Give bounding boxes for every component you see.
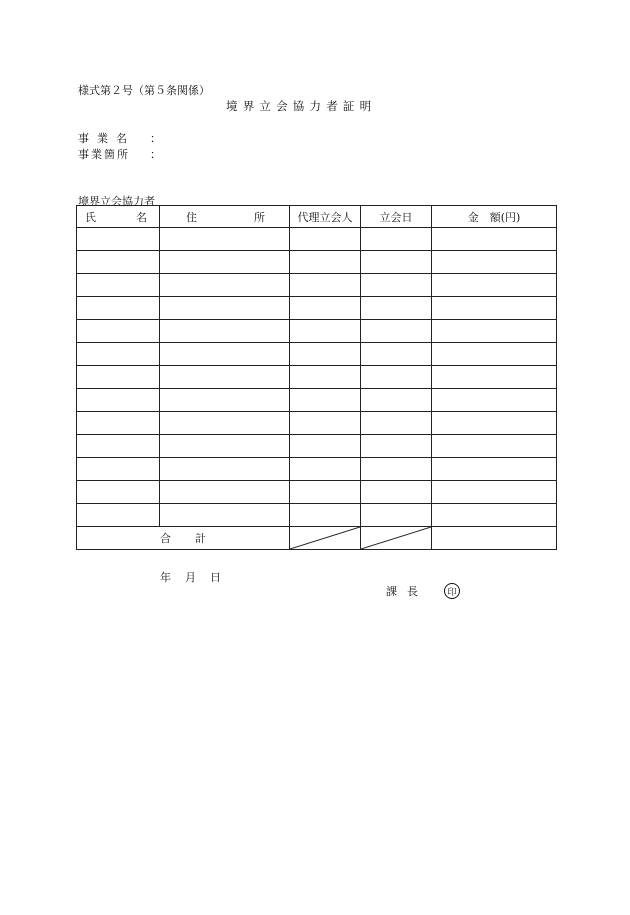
proxy-cell[interactable]	[290, 343, 361, 366]
amount-cell[interactable]	[432, 297, 557, 320]
name-cell[interactable]	[77, 297, 160, 320]
address-cell[interactable]	[160, 458, 290, 481]
address-cell[interactable]	[160, 481, 290, 504]
table-caption: 境界立会協力者	[78, 195, 155, 208]
address-cell[interactable]	[160, 366, 290, 389]
address-cell[interactable]	[160, 228, 290, 251]
address-cell[interactable]	[160, 297, 290, 320]
total-proxy-cell-struck	[290, 527, 361, 550]
total-date-cell-struck	[361, 527, 432, 550]
date-cell[interactable]	[361, 504, 432, 527]
table-row	[77, 320, 557, 343]
proxy-cell[interactable]	[290, 481, 361, 504]
date-cell[interactable]	[361, 297, 432, 320]
business-location-label: 事業箇所	[78, 148, 130, 161]
table-row	[77, 366, 557, 389]
header-name	[77, 206, 160, 228]
table-row	[77, 251, 557, 274]
date-year: 年	[160, 571, 171, 584]
table-header-row	[77, 206, 557, 228]
document-title: 境界立会協力者証明	[226, 99, 377, 113]
date-cell[interactable]	[361, 320, 432, 343]
total-label-part: 合	[160, 532, 171, 545]
chief-signature	[386, 583, 460, 599]
proxy-cell[interactable]	[290, 251, 361, 274]
diagonal-strike	[290, 527, 360, 549]
amount-cell[interactable]	[432, 366, 557, 389]
proxy-cell[interactable]	[290, 435, 361, 458]
name-cell[interactable]	[77, 274, 160, 297]
proxy-cell[interactable]	[290, 366, 361, 389]
name-cell[interactable]	[77, 412, 160, 435]
amount-cell[interactable]	[432, 251, 557, 274]
name-cell[interactable]	[77, 389, 160, 412]
table-row	[77, 435, 557, 458]
seal-icon: 印	[444, 583, 460, 599]
business-name-colon: ：	[150, 132, 161, 145]
date-cell[interactable]	[361, 389, 432, 412]
name-cell[interactable]	[77, 251, 160, 274]
address-cell[interactable]	[160, 412, 290, 435]
name-cell[interactable]	[77, 366, 160, 389]
header-address-part: 所	[254, 210, 265, 224]
amount-cell[interactable]	[432, 343, 557, 366]
proxy-cell[interactable]	[290, 320, 361, 343]
address-cell[interactable]	[160, 274, 290, 297]
address-cell[interactable]	[160, 320, 290, 343]
total-row	[77, 527, 557, 550]
diagonal-strike	[361, 527, 431, 549]
date-cell[interactable]	[361, 251, 432, 274]
date-cell[interactable]	[361, 435, 432, 458]
business-name-row	[78, 130, 161, 146]
proxy-cell[interactable]	[290, 297, 361, 320]
header-name-part: 氏	[85, 210, 96, 224]
name-cell[interactable]	[77, 504, 160, 527]
amount-cell[interactable]	[432, 458, 557, 481]
address-cell[interactable]	[160, 251, 290, 274]
amount-cell[interactable]	[432, 504, 557, 527]
date-month: 月	[185, 571, 196, 584]
date-cell[interactable]	[361, 228, 432, 251]
name-cell[interactable]	[77, 435, 160, 458]
section-chief-label: 課長	[386, 585, 428, 598]
date-day: 日	[210, 571, 221, 584]
name-cell[interactable]	[77, 343, 160, 366]
address-cell[interactable]	[160, 343, 290, 366]
name-cell[interactable]	[77, 481, 160, 504]
amount-cell[interactable]	[432, 228, 557, 251]
business-name-label: 事業名	[78, 132, 135, 145]
header-name-part: 名	[136, 210, 147, 224]
table-row	[77, 504, 557, 527]
name-cell[interactable]	[77, 320, 160, 343]
name-cell[interactable]	[77, 458, 160, 481]
header-address-part: 住	[186, 210, 197, 224]
date-cell[interactable]	[361, 274, 432, 297]
proxy-cell[interactable]	[290, 389, 361, 412]
header-address	[160, 206, 290, 228]
amount-cell[interactable]	[432, 435, 557, 458]
table-row	[77, 481, 557, 504]
name-cell[interactable]	[77, 228, 160, 251]
table-row	[77, 412, 557, 435]
date-cell[interactable]	[361, 412, 432, 435]
date-cell[interactable]	[361, 343, 432, 366]
amount-cell[interactable]	[432, 320, 557, 343]
amount-cell[interactable]	[432, 412, 557, 435]
header-attendance-date: 立会日	[361, 206, 432, 228]
proxy-cell[interactable]	[290, 504, 361, 527]
table-row	[77, 274, 557, 297]
table-body	[77, 228, 557, 527]
amount-cell[interactable]	[432, 389, 557, 412]
address-cell[interactable]	[160, 389, 290, 412]
proxy-cell[interactable]	[290, 274, 361, 297]
table-row	[77, 343, 557, 366]
business-location-colon: ：	[150, 148, 161, 161]
date-cell[interactable]	[361, 366, 432, 389]
date-line	[160, 569, 235, 585]
total-label	[77, 527, 290, 550]
collaborator-table	[76, 205, 557, 550]
header-amount: 金 額(円)	[432, 206, 557, 228]
business-location-row	[78, 146, 161, 162]
amount-cell[interactable]	[432, 274, 557, 297]
total-amount-cell[interactable]	[432, 527, 557, 550]
header-proxy: 代理立会人	[290, 206, 361, 228]
proxy-cell[interactable]	[290, 228, 361, 251]
total-label-part: 計	[195, 532, 206, 545]
address-cell[interactable]	[160, 504, 290, 527]
table-row	[77, 297, 557, 320]
table-row	[77, 458, 557, 481]
address-cell[interactable]	[160, 435, 290, 458]
amount-cell[interactable]	[432, 481, 557, 504]
table-row	[77, 389, 557, 412]
table-row	[77, 228, 557, 251]
proxy-cell[interactable]	[290, 458, 361, 481]
date-cell[interactable]	[361, 481, 432, 504]
form-number: 様式第２号（第５条関係）	[78, 84, 210, 97]
date-cell[interactable]	[361, 458, 432, 481]
proxy-cell[interactable]	[290, 412, 361, 435]
